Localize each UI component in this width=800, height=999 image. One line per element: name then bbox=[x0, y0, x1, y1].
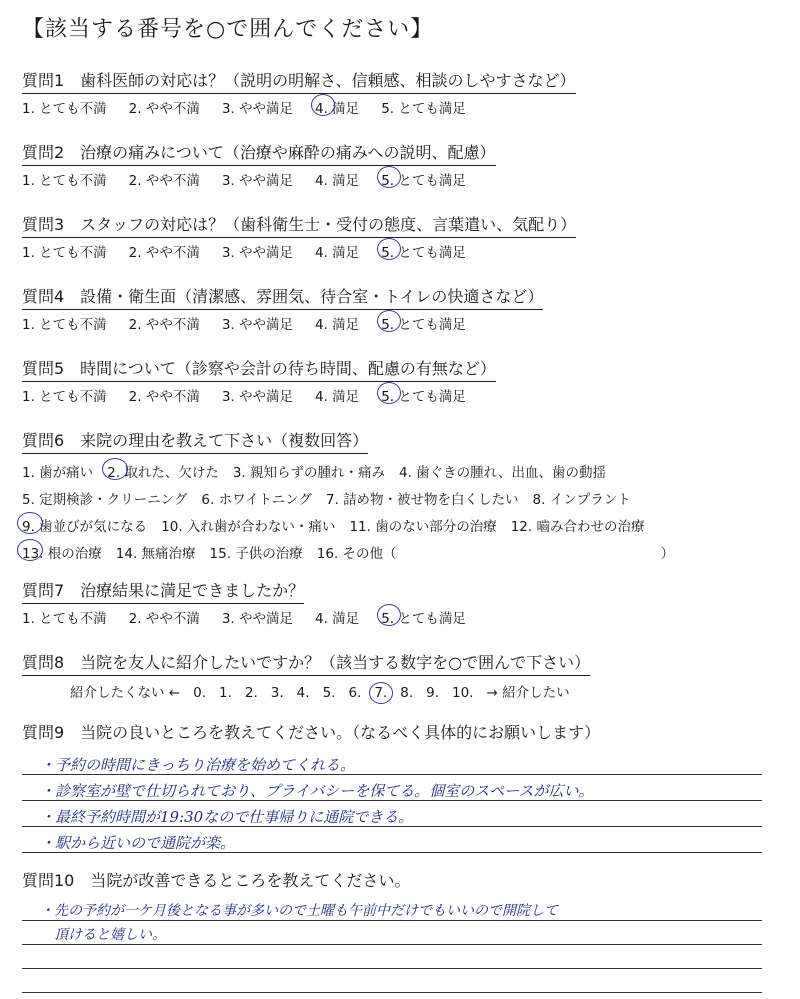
option-4[interactable]: 4. 満足 bbox=[315, 389, 360, 405]
question-heading: 質問2 治療の痛みについて（治療や麻酔の痛みへの説明、配慮） bbox=[22, 140, 496, 166]
reason-7[interactable]: 7. 詰め物・被せ物を白くしたい bbox=[325, 492, 519, 508]
option-2[interactable]: 2. やや不満 bbox=[128, 389, 200, 405]
option-2[interactable]: 2. やや不満 bbox=[128, 317, 200, 333]
reason-6[interactable]: 6. ホワイトニング bbox=[201, 492, 312, 508]
reason-12[interactable]: 12. 嚙み合わせの治療 bbox=[510, 519, 645, 535]
reason-row-3 bbox=[22, 515, 792, 535]
option-5[interactable]: 5. とても満足 bbox=[381, 101, 466, 117]
scale-options bbox=[22, 607, 792, 627]
score-2[interactable]: 2. bbox=[244, 685, 258, 701]
option-2[interactable]: 2. やや不満 bbox=[128, 245, 200, 261]
option-5-selected[interactable]: 5. とても満足 bbox=[381, 169, 466, 189]
option-4[interactable]: 4. 満足 bbox=[315, 245, 360, 261]
q10-answer-line-2: 頂けると嬉しい。 bbox=[40, 927, 166, 943]
question-heading: 質問10 当院が改善できるところを教えてください。 bbox=[22, 871, 411, 890]
option-3[interactable]: 3. やや満足 bbox=[221, 101, 294, 117]
option-2[interactable]: 2. やや不満 bbox=[128, 173, 200, 189]
option-3[interactable]: 3. やや満足 bbox=[221, 245, 294, 261]
option-1[interactable]: 1. とても不満 bbox=[22, 317, 107, 333]
option-3[interactable]: 3. やや満足 bbox=[221, 173, 294, 189]
option-2[interactable]: 2. やや不満 bbox=[128, 611, 200, 627]
score-9[interactable]: 9. bbox=[426, 685, 440, 701]
q10-answer-line-1: ・先の予約が一ケ月後となる事が多いので土曜も午前中だけでもいいので開院して bbox=[40, 903, 558, 919]
q9-answer-area[interactable] bbox=[22, 748, 782, 858]
reason-16[interactable]: 16. その他（ bbox=[316, 546, 397, 562]
score-1[interactable]: 1. bbox=[219, 685, 232, 701]
reason-2-selected[interactable]: 2. 取れた、欠けた bbox=[107, 461, 219, 481]
reason-9-selected[interactable]: 9. 歯並びが気になる bbox=[22, 515, 147, 535]
question-heading: 質問1 歯科医師の対応は？（説明の明解さ、信頼感、相談のしやすさなど） bbox=[22, 68, 576, 94]
reason-10[interactable]: 10. 入れ歯が合わない・痛い bbox=[161, 519, 336, 535]
option-3[interactable]: 3. やや満足 bbox=[221, 611, 294, 627]
score-7-selected[interactable]: 7. bbox=[374, 685, 388, 701]
reason-row-1 bbox=[22, 461, 792, 481]
reason-row-4 bbox=[22, 542, 792, 562]
question-2 bbox=[22, 140, 792, 189]
reason-1[interactable]: 1. 歯が痛い bbox=[22, 465, 94, 481]
question-heading: 質問7 治療結果に満足できましたか？ bbox=[22, 578, 304, 604]
reason-13-selected[interactable]: 13. 根の治療 bbox=[22, 542, 102, 562]
q9-answer-line-3: ・最終予約時間が19:30なので仕事帰りに通院できる。 bbox=[40, 808, 414, 826]
q9-answer-line-2: ・診察室が壁で仕切られており、プライバシーを保てる。個室のスペースが広い。 bbox=[40, 782, 594, 800]
other-paren-close: ） bbox=[660, 546, 675, 562]
option-1[interactable]: 1. とても不満 bbox=[22, 101, 107, 117]
option-4-selected[interactable]: 4. 満足 bbox=[315, 97, 359, 117]
option-4[interactable]: 4. 満足 bbox=[315, 173, 360, 189]
question-heading: 質問5 時間について（診察や会計の待ち時間、配慮の有無など） bbox=[22, 356, 496, 382]
question-1 bbox=[22, 68, 792, 117]
score-3[interactable]: 3. bbox=[270, 685, 284, 701]
recommend-scale bbox=[70, 681, 792, 701]
question-6 bbox=[22, 428, 792, 562]
score-10[interactable]: 10. bbox=[452, 685, 474, 701]
question-3 bbox=[22, 212, 792, 261]
reason-3[interactable]: 3. 親知らずの腫れ・痛み bbox=[232, 465, 386, 481]
question-heading: 質問9 当院の良いところを教えてください。（なるべく具体的にお願いします） bbox=[22, 723, 601, 742]
option-1[interactable]: 1. とても不満 bbox=[22, 173, 107, 189]
reason-11[interactable]: 11. 歯のない部分の治療 bbox=[349, 519, 497, 535]
scale-options bbox=[22, 97, 792, 117]
option-1[interactable]: 1. とても不満 bbox=[22, 245, 107, 261]
question-heading: 質問4 設備・衛生面（清潔感、雰囲気、待合室・トイレの快適さなど） bbox=[22, 284, 543, 310]
reason-row-2 bbox=[22, 488, 792, 508]
score-5[interactable]: 5. bbox=[322, 685, 336, 701]
question-8 bbox=[22, 650, 792, 701]
option-4[interactable]: 4. 満足 bbox=[315, 317, 360, 333]
question-5 bbox=[22, 356, 792, 405]
scale-options bbox=[22, 313, 792, 333]
question-heading: 質問6 来院の理由を教えて下さい（複数回答） bbox=[22, 428, 368, 454]
reason-5[interactable]: 5. 定期検診・クリーニング bbox=[22, 492, 188, 508]
q9-answer-line-1: ・予約の時間にきっちり治療を始めてくれる。 bbox=[40, 756, 356, 774]
reason-8[interactable]: 8. インプラント bbox=[532, 492, 631, 508]
reason-14[interactable]: 14. 無痛治療 bbox=[115, 546, 196, 562]
q10-answer-area[interactable] bbox=[22, 896, 782, 996]
question-4 bbox=[22, 284, 792, 333]
question-9 bbox=[22, 720, 792, 743]
scale-options bbox=[22, 169, 792, 189]
option-3[interactable]: 3. やや満足 bbox=[221, 389, 294, 405]
option-5-selected[interactable]: 5. とても満足 bbox=[381, 313, 466, 333]
question-10 bbox=[22, 868, 792, 891]
scale-right-label: → 紹介したい bbox=[486, 685, 570, 701]
option-5-selected[interactable]: 5. とても満足 bbox=[381, 241, 466, 261]
scale-options bbox=[22, 385, 792, 405]
question-heading: 質問3 スタッフの対応は？（歯科衛生士・受付の態度、言葉遣い、気配り） bbox=[22, 212, 576, 238]
option-5-selected[interactable]: 5. とても満足 bbox=[381, 607, 466, 627]
reason-4[interactable]: 4. 歯ぐきの腫れ、出血、歯の動揺 bbox=[399, 465, 606, 481]
score-0[interactable]: 0. bbox=[193, 685, 206, 701]
score-4[interactable]: 4. bbox=[296, 685, 310, 701]
scale-options bbox=[22, 241, 792, 261]
scale-left-label: 紹介したくない ← bbox=[70, 685, 181, 701]
q9-answer-line-4: ・駅から近いので通院が楽。 bbox=[40, 834, 236, 852]
score-8[interactable]: 8. bbox=[400, 685, 414, 701]
option-2[interactable]: 2. やや不満 bbox=[128, 101, 200, 117]
option-3[interactable]: 3. やや満足 bbox=[221, 317, 294, 333]
page-title: 【該当する番号を○で囲んでください】 bbox=[22, 17, 434, 42]
question-7 bbox=[22, 578, 792, 627]
option-1[interactable]: 1. とても不満 bbox=[22, 389, 107, 405]
reason-15[interactable]: 15. 子供の治療 bbox=[209, 546, 303, 562]
question-heading: 質問8 当院を友人に紹介したいですか？（該当する数字を○で囲んで下さい） bbox=[22, 650, 590, 676]
option-4[interactable]: 4. 満足 bbox=[315, 611, 360, 627]
score-6[interactable]: 6. bbox=[348, 685, 362, 701]
option-1[interactable]: 1. とても不満 bbox=[22, 611, 107, 627]
option-5-selected[interactable]: 5. とても満足 bbox=[381, 385, 466, 405]
